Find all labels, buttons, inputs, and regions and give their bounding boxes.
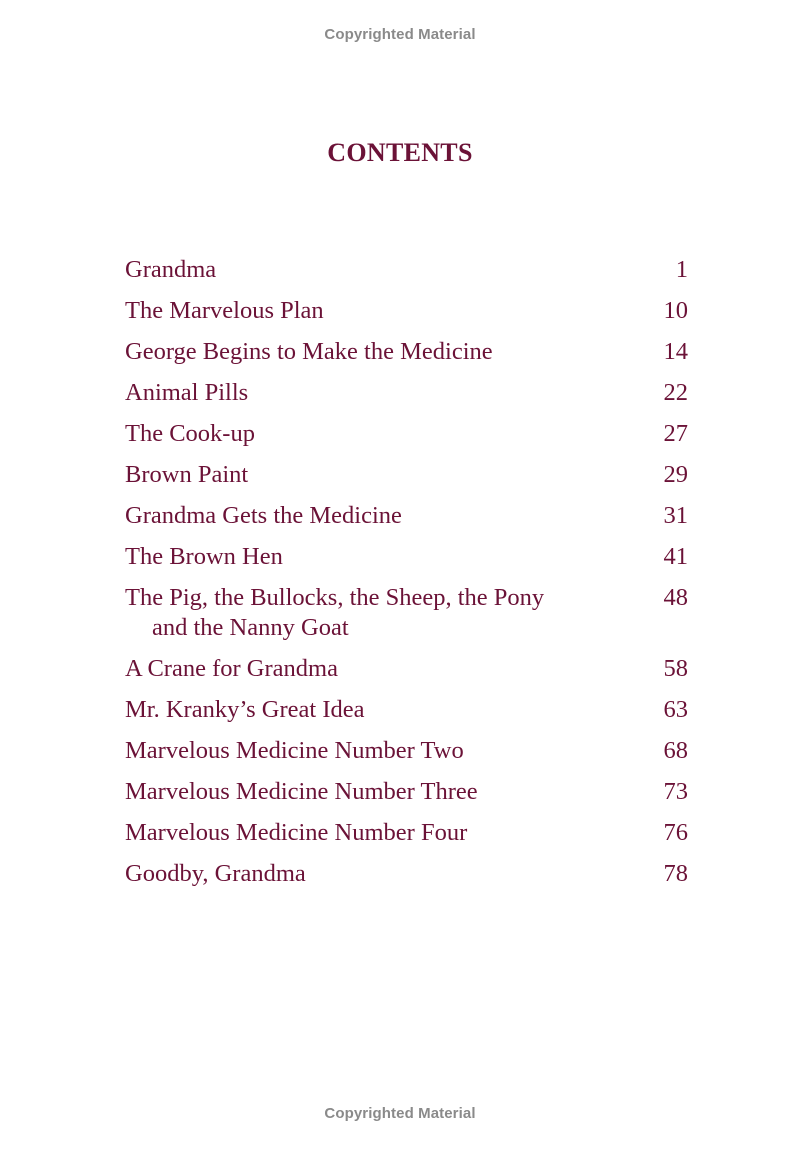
toc-entry <box>125 817 688 858</box>
toc-entry-title: Animal Pills <box>125 379 249 406</box>
toc-entry <box>125 418 688 459</box>
toc-entry <box>125 295 688 336</box>
toc-entry <box>125 582 688 653</box>
toc-entry-title: Grandma <box>125 256 217 283</box>
toc-entry-page: 1 <box>675 256 688 283</box>
toc-entry-page: 48 <box>663 584 688 611</box>
toc-entry <box>125 254 688 295</box>
toc-entry-page: 63 <box>663 696 688 723</box>
toc-entry-title: George Begins to Make the Medicine <box>125 338 493 365</box>
toc-entry-page: 41 <box>663 543 688 570</box>
toc-entry <box>125 459 688 500</box>
toc-entry <box>125 377 688 418</box>
toc-entry-page: 78 <box>663 860 688 887</box>
toc-entry-title: Brown Paint <box>125 461 249 488</box>
toc-entry <box>125 336 688 377</box>
toc-entry-title: Mr. Kranky’s Great Idea <box>125 696 365 723</box>
toc-entry-title: Goodby, Grandma <box>125 860 306 887</box>
toc-entry-title: Marvelous Medicine Number Four <box>125 819 468 846</box>
toc-entry-title <box>125 582 595 653</box>
toc-entry-page: 76 <box>663 819 688 846</box>
toc-entry-title-line2: and the Nanny Goat <box>152 614 349 641</box>
toc-entry <box>125 694 688 735</box>
toc-entry-page: 31 <box>663 502 688 529</box>
copyright-watermark-top: Copyrighted Material <box>324 26 476 43</box>
toc-entry-title: Grandma Gets the Medicine <box>125 502 402 529</box>
toc-entry-title: The Marvelous Plan <box>125 297 324 324</box>
toc-entry <box>125 653 688 694</box>
copyright-watermark-bottom: Copyrighted Material <box>324 1105 476 1122</box>
toc-entry-page: 58 <box>663 655 688 682</box>
toc-entry-title: Marvelous Medicine Number Two <box>125 737 464 764</box>
toc-entry <box>125 776 688 817</box>
toc-entry-title: The Cook-up <box>125 420 255 447</box>
page-title: CONTENTS <box>327 138 473 167</box>
toc-entry <box>125 735 688 776</box>
toc-entry-page: 68 <box>663 737 688 764</box>
toc-entry-page: 14 <box>663 338 688 365</box>
table-of-contents <box>125 254 688 899</box>
toc-entry-page: 22 <box>663 379 688 406</box>
toc-entry <box>125 500 688 541</box>
toc-entry-title: A Crane for Grandma <box>125 655 338 682</box>
toc-entry-page: 73 <box>663 778 688 805</box>
toc-entry-page: 29 <box>663 461 688 488</box>
toc-entry-page: 27 <box>663 420 688 447</box>
toc-entry <box>125 541 688 582</box>
toc-entry-title: The Brown Hen <box>125 543 283 570</box>
toc-entry-title: Marvelous Medicine Number Three <box>125 778 478 805</box>
toc-entry-page: 10 <box>663 297 688 324</box>
toc-entry <box>125 858 688 899</box>
toc-entry-title-line1: The Pig, the Bullocks, the Sheep, the Pony <box>125 584 545 611</box>
